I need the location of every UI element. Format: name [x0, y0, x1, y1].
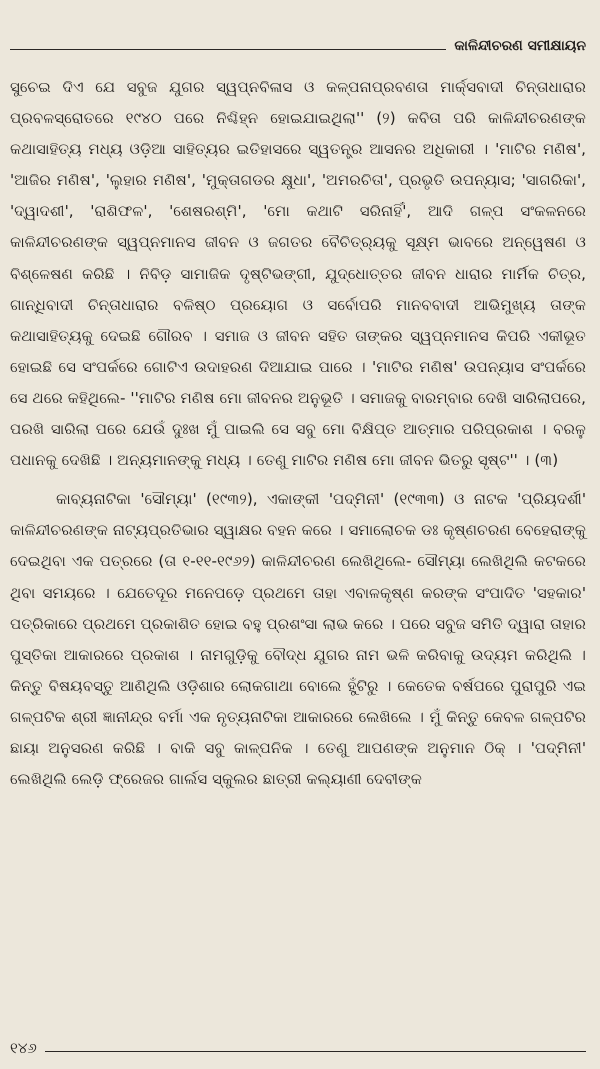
running-header-title: କାଳିନ୍ଦୀଚରଣ ସମୀକ୍ଷାୟନ — [454, 38, 586, 54]
paragraph-1: ସୁଚେଇ ଦିଏ ଯେ ସବୁଜ ଯୁଗର ସ୍ୱପ୍ନବିଳାସ ଓ କଳ୍ପନାପ୍ରବଣତା ମାର୍କ୍ସବାଦୀ ଚିନ୍ତାଧାରାର ପ୍ରବଳସ୍ରୋତରେ ୧୯୪୦ ପରେ ନିଶ୍ଚିହ୍ନ ହୋଇଯାଇଥିଲା'' (୨) କବିତା ପରି କାଳିନ୍ଦୀଚରଣଙ୍କ କଥାସାହିତ୍ୟ ମଧ୍ୟ ଓଡ଼ିଆ ସାହିତ୍ୟର ଇତିହାସରେ ସ୍ୱତନ୍ତ୍ର ଆସନର ଅଧିକାରୀ । 'ମାଟିର ମଣିଷ', 'ଆଜିର ମଣିଷ', 'ଲୁହାର ମଣିଷ', 'ମୁକ୍ତାଗଡର କ୍ଷୁଧା', 'ଅମରଚିତା', ପ୍ରଭୃତି ଉପନ୍ୟାସ; 'ସାଗରିକା', 'ଦ୍ୱାଦଶୀ', 'ରାଶିଫଳ', 'ଶେଷରଶ୍ମି', 'ମୋ କଥାଟି ସରିନାହିଁ', ଆଦି ଗଳ୍ପ ସଂକଳନରେ କାଳିନ୍ଦୀଚରଣଙ୍କ ସ୍ୱପ୍ନମାନସ ଜୀବନ ଓ ଜଗତର ବୈଚିତ୍ର୍ୟକୁ ସୂକ୍ଷ୍ମ ଭାବରେ ଅନ୍ୱେଷଣ ଓ ବିଶ୍ଳେଷଣ କରିଛି । ନିବିଡ଼ ସାମାଜିକ ଦୃଷ୍ଟିଭଙ୍ଗୀ, ଯୁଦ୍ଧୋତ୍ତର ଜୀବନ ଧାରାର ମାର୍ମିକ ଚିତ୍ର, ଗାନ୍ଧିବାଦୀ ଚିନ୍ତାଧାରାର ବଳିଷ୍ଠ ପ୍ରୟୋଗ ଓ ସର୍ବୋପରି ମାନବବାଦୀ ଆଭିମୁଖ୍ୟ ତାଙ୍କ କଥାସାହିତ୍ୟକୁ ଦେଇଛି ଗୌରବ । ସମାଜ ଓ ଜୀବନ ସହିତ ତାଙ୍କର ସ୍ୱପ୍ନମାନସ କିପରି ଏକୀଭୂତ ହୋଇଛି ସେ ସଂପର୍କରେ ଗୋଟିଏ ଉଦାହରଣ ଦିଆଯାଇ ପାରେ । 'ମାଟିର ମଣିଷ' ଉପନ୍ୟାସ ସଂପର୍କରେ ସେ ଥରେ କହିଥିଲେ- ''ମାଟିର ମଣିଷ ମୋ ଜୀବନର ଅନୁଭୂତି । ସମାଜକୁ ବାରମ୍ବାର ଦେଖି ସାରିଲାପରେ, ପରଖି ସାରିଲା ପରେ ଯେଉଁ ଦୁଃଖ ମୁଁ ପାଇଲି ସେ ସବୁ ମୋ ବିକ୍ଷିପ୍ତ ଆତ୍ମାର ପରିପ୍ରକାଶ । ବରଳୁ ପଧାନକୁ ଦେଖିଛି । ଅନ୍ୟମାନଙ୍କୁ ମଧ୍ୟ । ତେଣୁ ମାଟିର ମଣିଷ ମୋ ଜୀବନ ଭିତରୁ ସୃଷ୍ଟ'' । (୩) — [10, 78, 586, 470]
body-text — [10, 72, 586, 795]
page-number: ୧୪୬ — [10, 1039, 37, 1057]
page-footer — [10, 1039, 586, 1057]
header-rule — [10, 49, 446, 50]
running-header — [10, 38, 586, 54]
paragraph-2: କାବ୍ୟନାଟିକା 'ସୌମ୍ୟା' (୧୯୩୨), ଏକାଙ୍କୀ 'ପଦ୍ମିନୀ' (୧୯୩୩) ଓ ନାଟକ 'ପ୍ରିୟଦର୍ଶୀ' କାଳିନ୍ଦୀଚରଣଙ୍କ ନାଟ୍ୟପ୍ରତିଭାର ସ୍ୱାକ୍ଷର ବହନ କରେ । ସମାଲୋଚକ ଡଃ କୃଷ୍ଣଚରଣ ବେହେରାଙ୍କୁ ଦେଇଥିବା ଏକ ପତ୍ରରେ (ତା ୧-୧୧-୧୯୬୨) କାଳିନ୍ଦୀଚରଣ ଲେଖିଥିଲେ- ସୌମ୍ୟା ଲେଖିଥିଲି କଟକରେ ଥିବା ସମୟରେ । ଯେତେଦୂର ମନେପଡ଼େ ପ୍ରଥମେ ତାହା ଏବାଳକୃଷ୍ଣ କରଙ୍କ ସଂପାଦିତ 'ସହକାର' ପତ୍ରିକାରେ ପ୍ରଥମେ ପ୍ରକାଶିତ ହୋଇ ବହୁ ପ୍ରଶଂସା ଲାଭ କରେ । ପରେ ସବୁଜ ସମିତି ଦ୍ୱାରା ତାହାର ପୁସ୍ତିକା ଆକାରରେ ପ୍ରକାଶ । ନାମଗୁଡ଼ିକୁ ବୌଦ୍ଧ ଯୁଗର ନାମ ଭଳି କରିବାକୁ ଉଦ୍ୟମ କରିଥିଲି । କିନ୍ତୁ ବିଷୟବସ୍ତୁ ଆଣିଥିଲି ଓଡ଼ିଶାର ଲୋକଗାଥା ବୋଲେ ହୁଁଟିରୁ । କେତେକ ବର୍ଷପରେ ପୁରାପୁରି ଏଇ ଗଳ୍ପଟିକ ଶ୍ରୀ ଜ୍ଞାନୀନ୍ଦ୍ର ବର୍ମା ଏକ ନୃତ୍ୟନାଟିକା ଆକାରରେ ଲେଖିଲେ । ମୁଁ କିନ୍ତୁ କେବଳ ଗଳ୍ପଟିର ଛାୟା ଅନୁସରଣ କରିଛି । ବାକି ସବୁ କାଳ୍ପନିକ । ତେଣୁ ଆପଣଙ୍କ ଅନୁମାନ ଠିକ୍ । 'ପଦ୍ମିନୀ' ଲେଖିଥିଲି ଲେଡ଼ି ଫ୍ରେଜର ଗାର୍ଲସ ସ୍କୁଲର ଛାତ୍ରୀ କଲ୍ୟାଣୀ ଦେବୀଙ୍କ — [10, 490, 586, 789]
footer-rule — [45, 1051, 586, 1052]
